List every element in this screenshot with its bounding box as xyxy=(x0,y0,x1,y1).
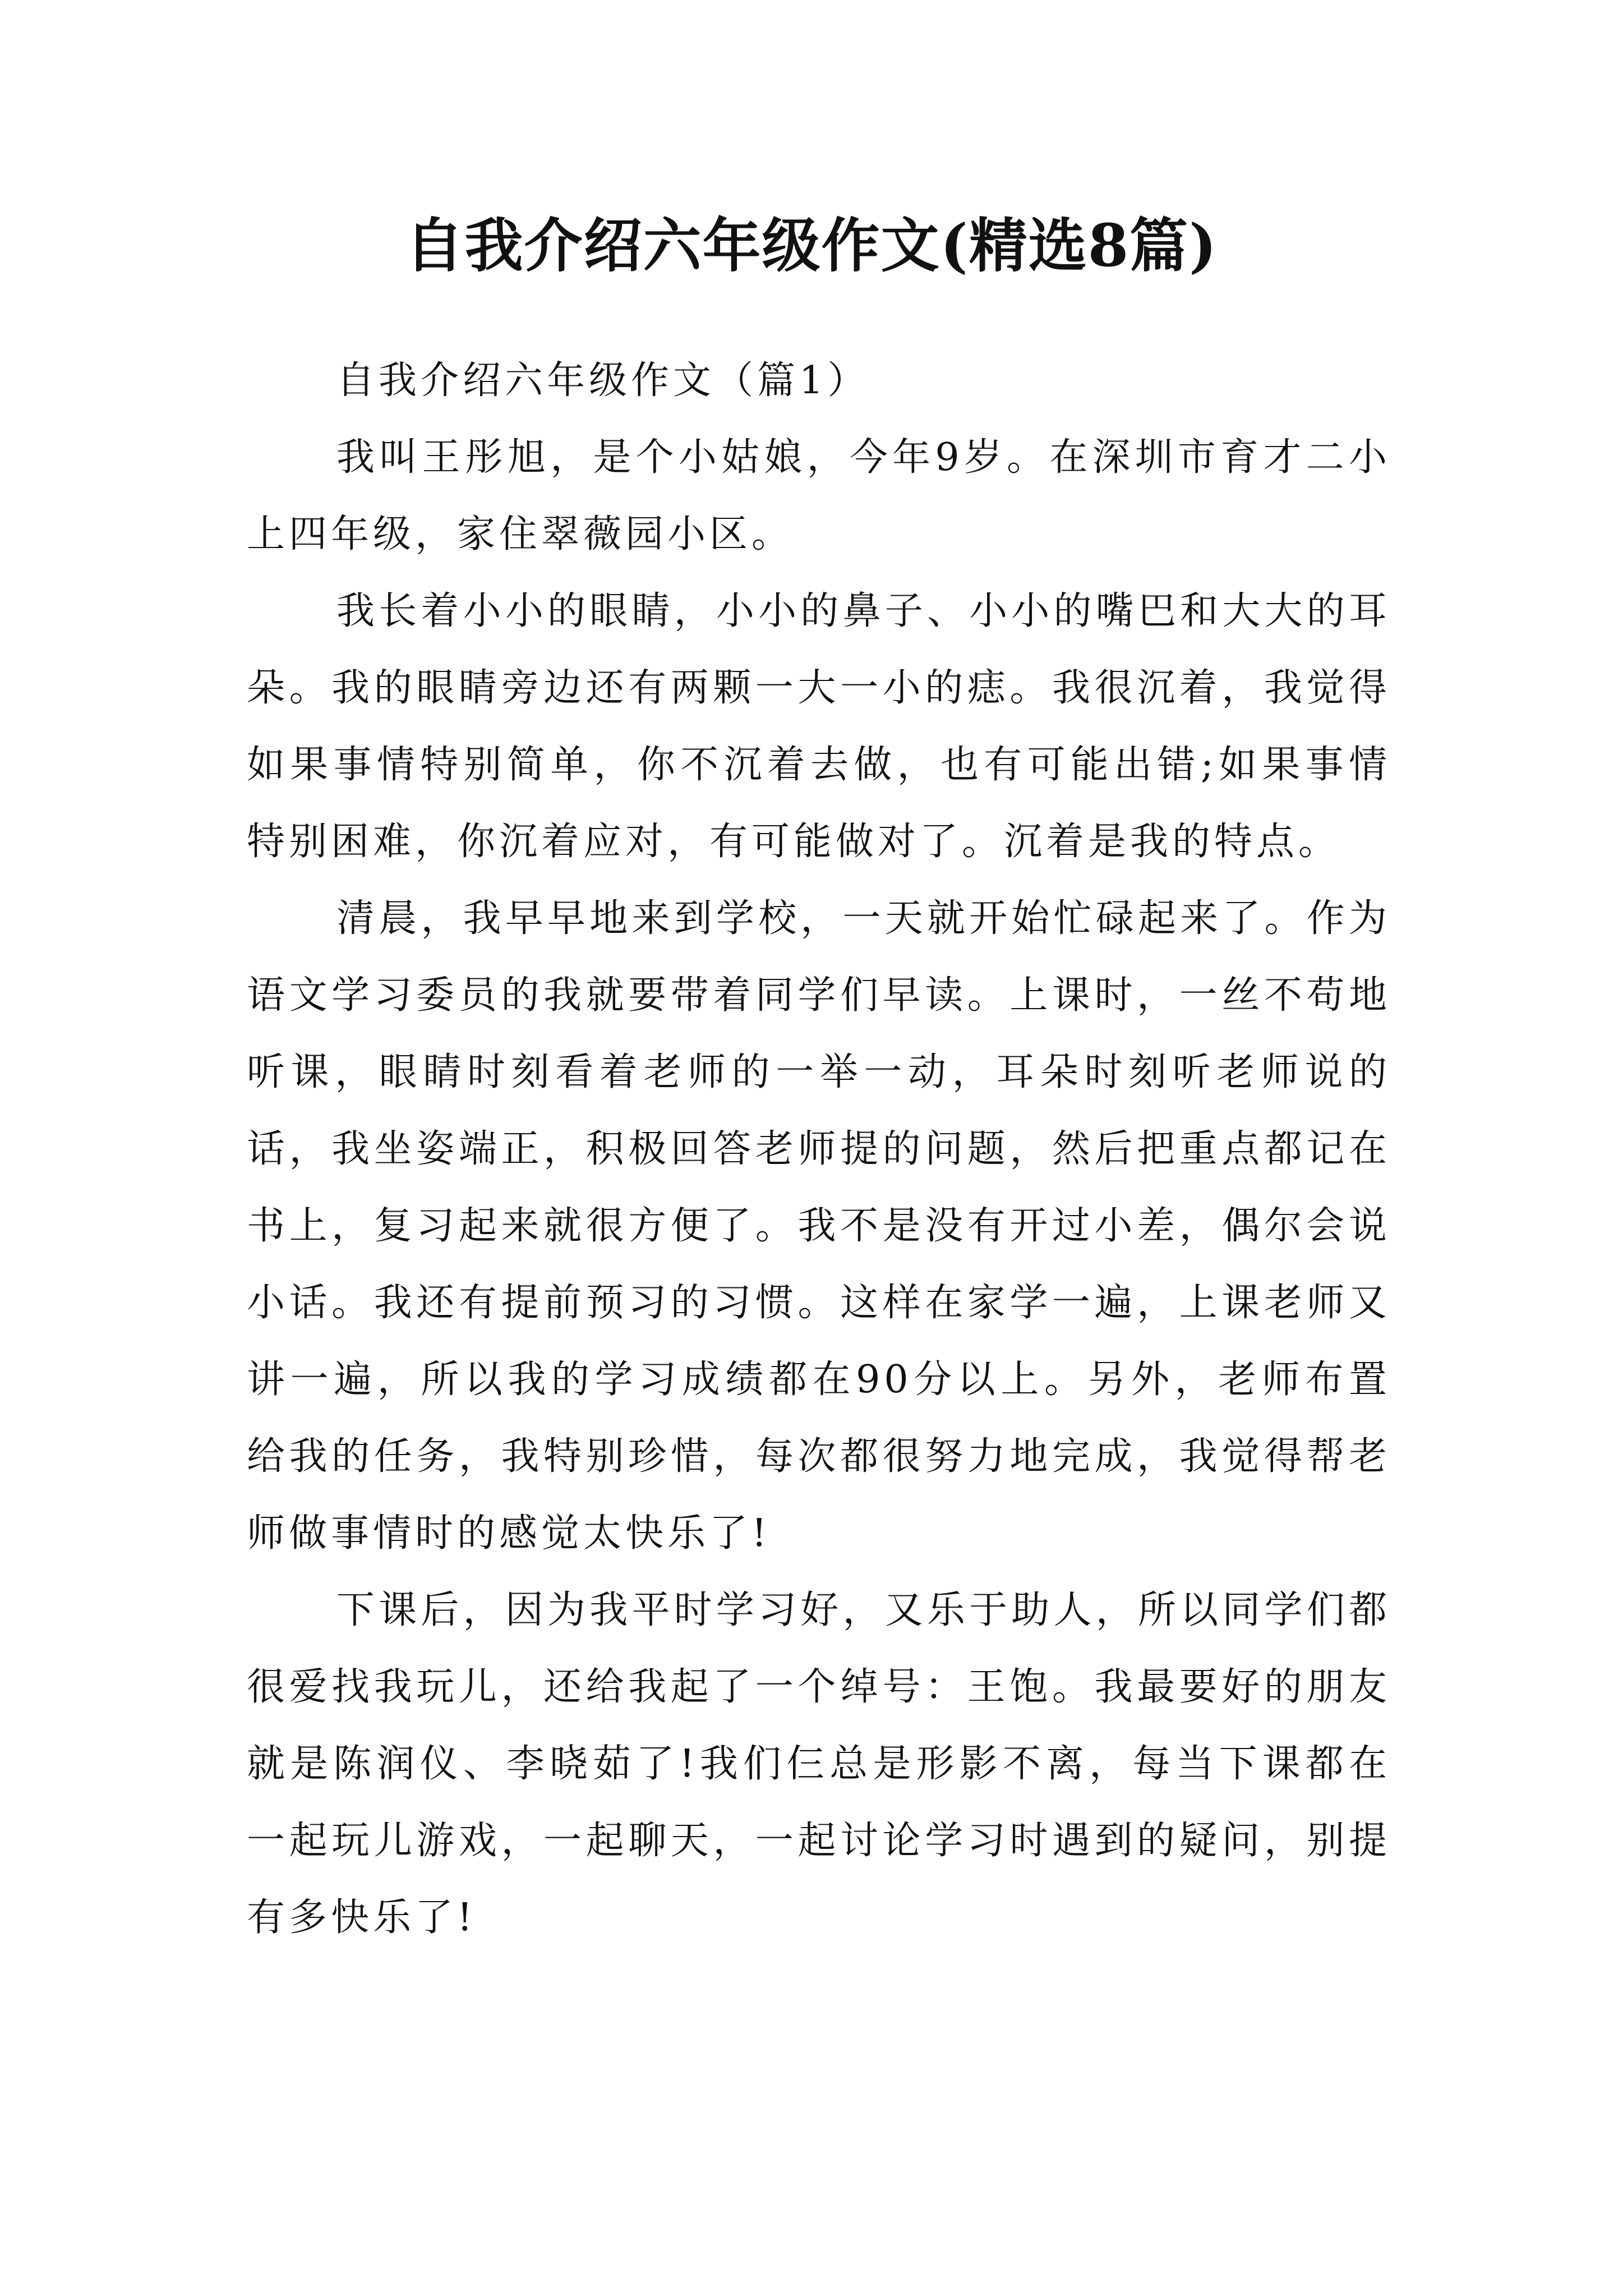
paragraph: 下课后，因为我平时学习好，又乐于助人，所以同学们都很爱找我玩儿，还给我起了一个绰号：王饱。我最要好的朋友就是陈润仪、李晓茹了!我们仨总是形影不离，每当下课都在一起玩儿游戏，一起聊天，一起讨论学习时遇到的疑问，别提有多快乐了! xyxy=(247,1588,1391,1940)
document-body xyxy=(247,342,1391,1956)
paragraph: 我叫王彤旭，是个小姑娘，今年9岁。在深圳市育才二小上四年级，家住翠薇园小区。 xyxy=(247,435,1391,556)
paragraph: 我长着小小的眼睛，小小的鼻子、小小的嘴巴和大大的耳朵。我的眼睛旁边还有两颗一大一小的痣。我很沉着，我觉得如果事情特别简单，你不沉着去做，也有可能出错;如果事情特别困难，你沉着应对，有可能做对了。沉着是我的特点。 xyxy=(247,589,1391,864)
paragraph: 清晨，我早早地来到学校，一天就开始忙碌起来了。作为语文学习委员的我就要带着同学们早读。上课时，一丝不苟地听课，眼睛时刻看着老师的一举一动，耳朵时刻听老师说的话，我坐姿端正，积极回答老师提的问题，然后把重点都记在书上，复习起来就很方便了。我不是没有开过小差，偶尔会说小话。我还有提前预习的习惯。这样在家学一遍，上课老师又讲一遍，所以我的学习成绩都在90分以上。另外，老师布置给我的任务，我特别珍惜，每次都很努力地完成，我觉得帮老师做事情时的感觉太快乐了! xyxy=(247,896,1391,1556)
document-title: 自我介绍六年级作文(精选8篇) xyxy=(405,211,1218,280)
section-heading: 自我介绍六年级作文（篇1） xyxy=(336,358,870,403)
